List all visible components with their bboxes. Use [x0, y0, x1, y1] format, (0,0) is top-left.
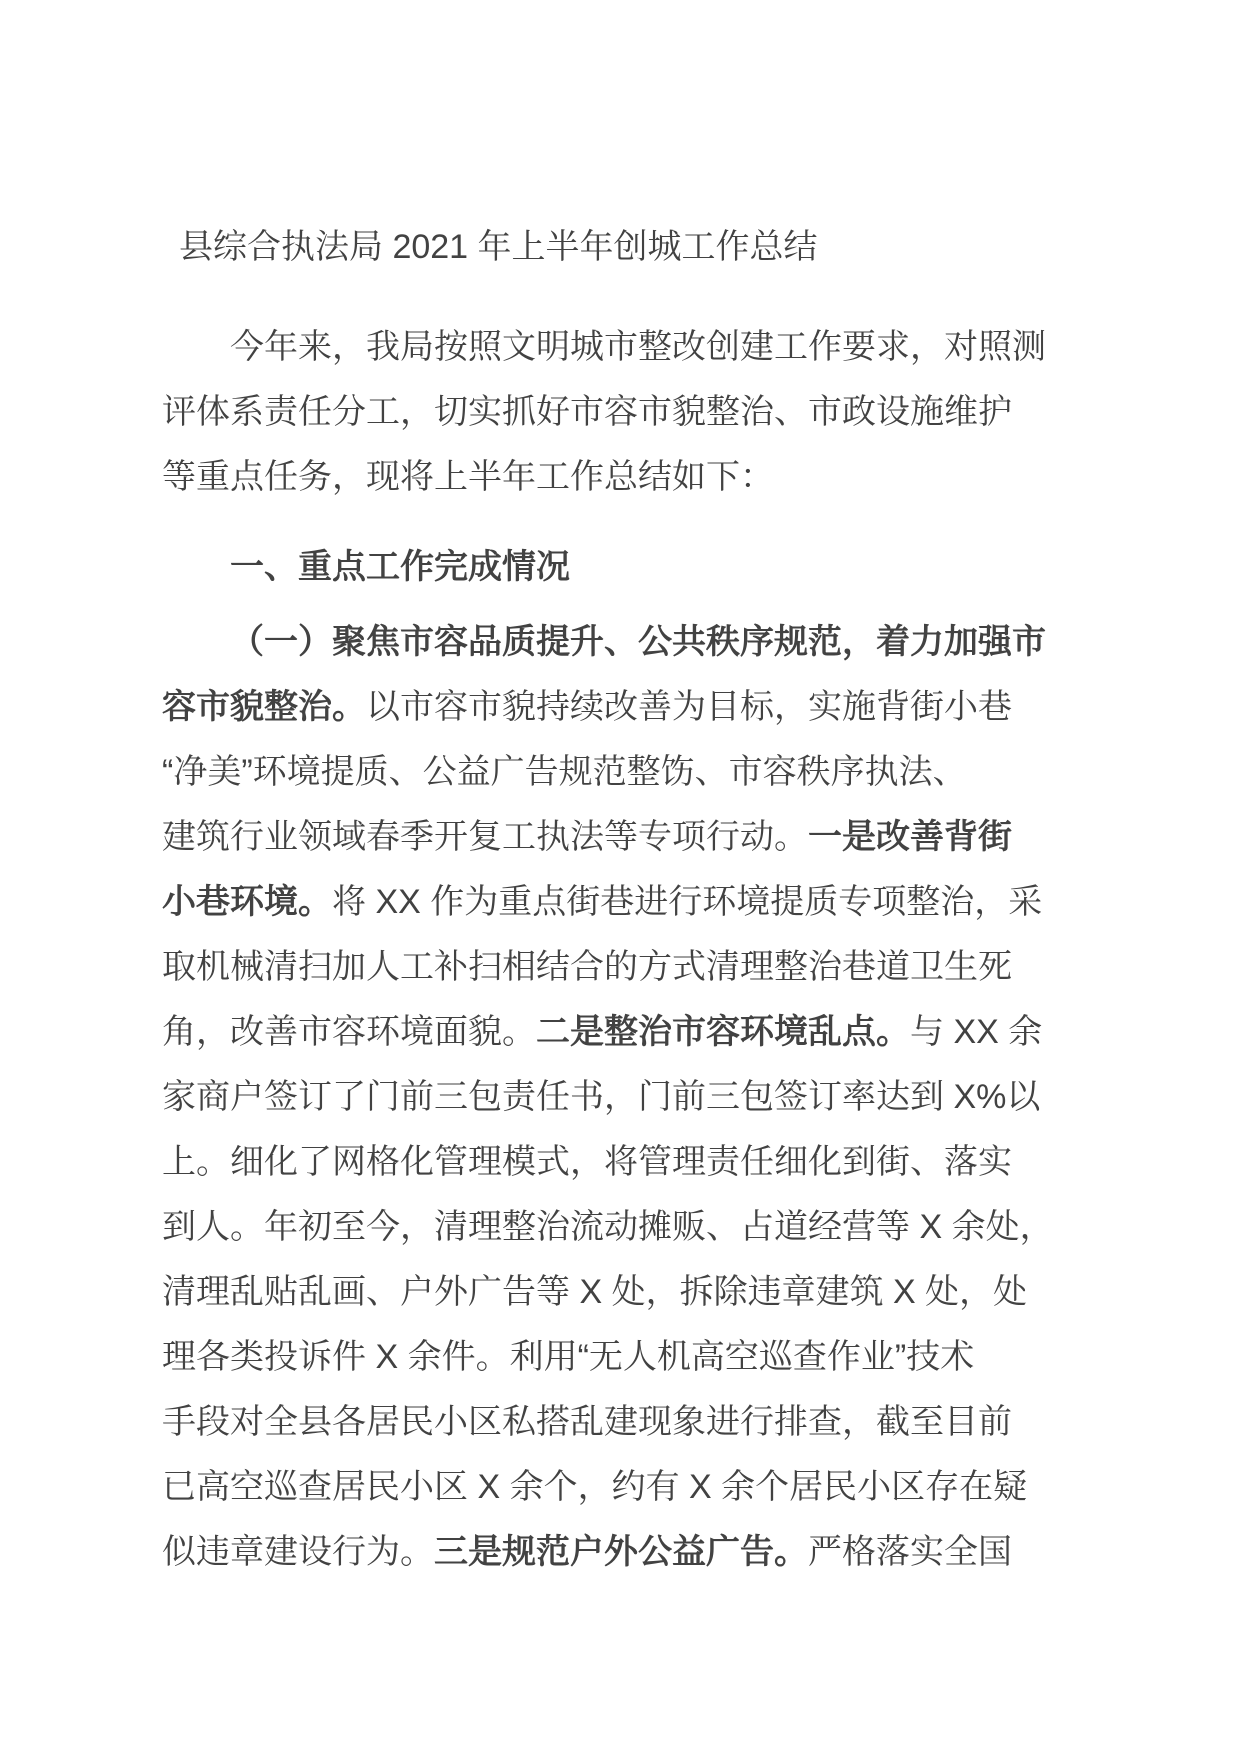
text-run-bold: 小巷环境。: [162, 883, 332, 921]
text-run-bold: 一是改善背街: [808, 818, 1012, 856]
text-line: [162, 315, 1060, 380]
text-run: 手段对全县各居民小区私搭乱建现象进行排查，截至目前: [162, 1403, 1012, 1441]
text-line: [162, 740, 1060, 805]
text-run: 建筑行业领域春季开复工执法等专项行动。: [162, 818, 808, 856]
text-line: [162, 1000, 1060, 1065]
section-1-1-paragraph: [162, 610, 1060, 1585]
text-line: [162, 1195, 1060, 1260]
text-run: 与 XX 余: [910, 1013, 1043, 1051]
text-line: [162, 1325, 1060, 1390]
text-run: 以市容市貌持续改善为目标，实施背街小巷: [366, 688, 1012, 726]
doc-title: [162, 215, 1060, 280]
text-run: 理各类投诉件 X 余件。利用“无人机高空巡查作业”技术: [162, 1338, 975, 1376]
text-run: 县综合执法局 2021 年上半年创城工作总结: [179, 228, 818, 266]
text-run: 严格落实全国: [808, 1533, 1012, 1571]
text-run: 等重点任务，现将上半年工作总结如下：: [162, 458, 774, 496]
section-1-heading: [162, 535, 1060, 600]
text-line: [162, 1455, 1060, 1520]
text-run: 已高空巡查居民小区 X 余个，约有 X 余个居民小区存在疑: [162, 1468, 1028, 1506]
text-run: 似违章建设行为。: [162, 1533, 434, 1571]
text-line: [162, 215, 1060, 280]
text-line: [162, 1065, 1060, 1130]
text-run: 评体系责任分工，切实抓好市容市貌整治、市政设施维护: [162, 393, 1012, 431]
text-line: [162, 870, 1060, 935]
text-line: [162, 1260, 1060, 1325]
text-run: 角，改善市容环境面貌。: [162, 1013, 536, 1051]
text-run-bold: 二是整治市容环境乱点。: [536, 1013, 910, 1051]
intro-paragraph: [162, 315, 1060, 510]
text-run: 上。细化了网格化管理模式，将管理责任细化到街、落实: [162, 1143, 1012, 1181]
text-run-bold: 容市貌整治。: [162, 688, 366, 726]
text-line: [162, 935, 1060, 1000]
text-line: [162, 610, 1060, 675]
text-line: [162, 1390, 1060, 1455]
text-run: 到人。年初至今，清理整治流动摊贩、占道经营等 X 余处，: [162, 1208, 1054, 1246]
text-run-bold: 一、重点工作完成情况: [230, 548, 570, 586]
text-line: [162, 445, 1060, 510]
text-run: 家商户签订了门前三包责任书，门前三包签订率达到 X%以: [162, 1078, 1041, 1116]
text-line: [162, 1130, 1060, 1195]
text-run-bold: （一）聚焦市容品质提升、公共秩序规范，着力加强市: [230, 623, 1046, 661]
text-run: 取机械清扫加人工补扫相结合的方式清理整治巷道卫生死: [162, 948, 1012, 986]
text-line: [162, 675, 1060, 740]
text-run: 将 XX 作为重点街巷进行环境提质专项整治，采: [332, 883, 1043, 921]
text-line: [162, 535, 1060, 600]
text-line: [162, 1520, 1060, 1585]
text-line: [162, 805, 1060, 870]
text-run: “净美”环境提质、公益广告规范整饬、市容秩序执法、: [162, 753, 967, 791]
text-run: 清理乱贴乱画、户外广告等 X 处，拆除违章建筑 X 处，处: [162, 1273, 1028, 1311]
text-run-bold: 三是规范户外公益广告。: [434, 1533, 808, 1571]
text-run: 今年来，我局按照文明城市整改创建工作要求，对照测: [230, 328, 1046, 366]
text-line: [162, 380, 1060, 445]
